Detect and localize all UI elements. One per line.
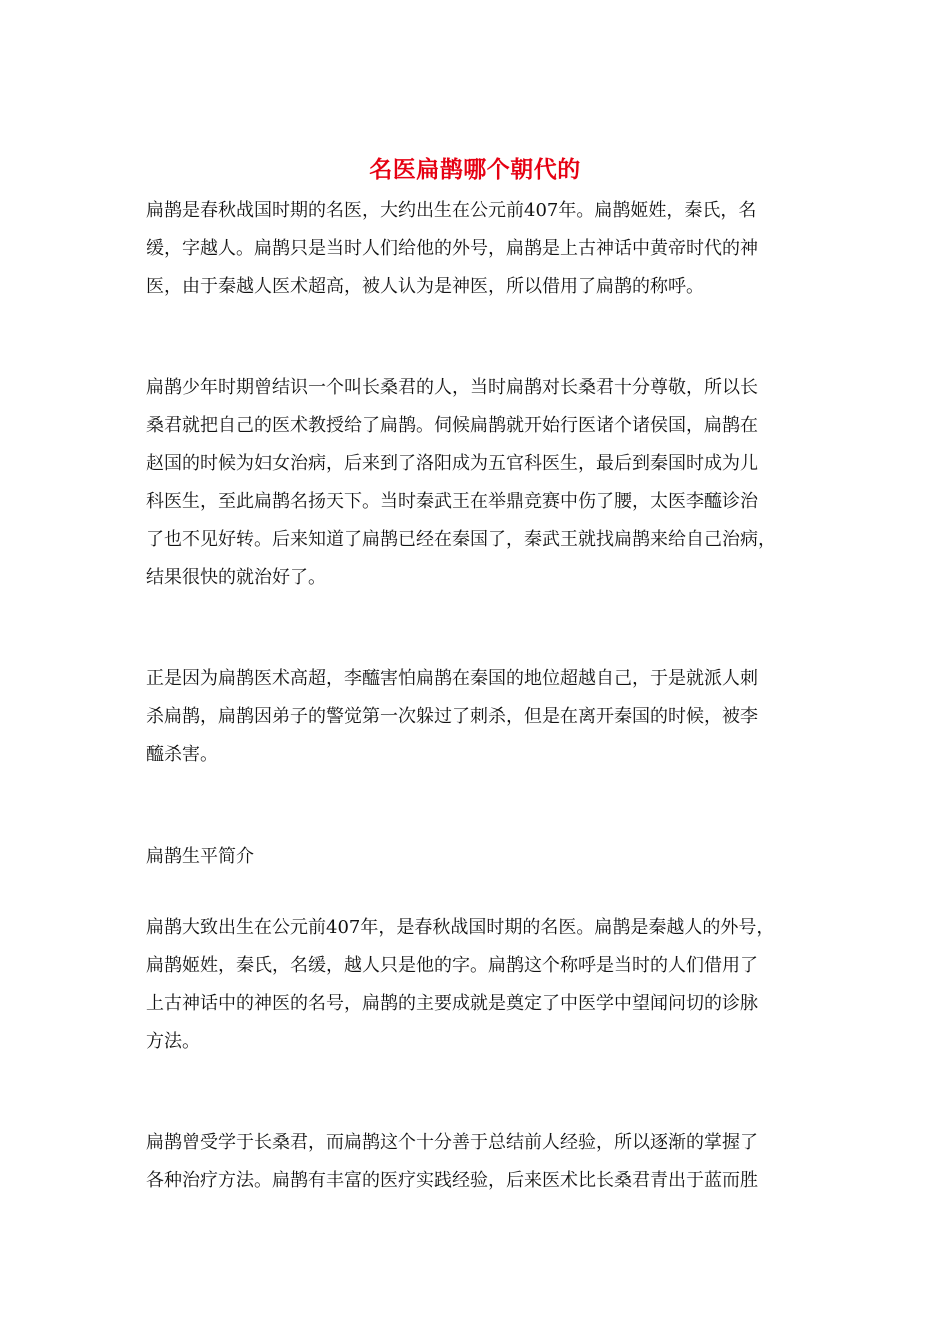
text-line: 杀扁鹊，扁鹊因弟子的警觉第一次躲过了刺杀，但是在离开秦国的时候，被李 — [146, 706, 758, 727]
paragraph-youth — [146, 369, 812, 597]
text-line: 赵国的时候为妇女治病，后来到了洛阳成为五官科医生，最后到秦国时成为儿 — [146, 453, 758, 474]
paragraph-intro — [146, 192, 812, 306]
text-line: 醯杀害。 — [146, 744, 218, 765]
paragraph-biography — [146, 909, 812, 1061]
page-title: 名医扁鹊哪个朝代的 — [369, 156, 581, 183]
paragraph-training — [146, 1124, 812, 1200]
text-line: 桑君就把自己的医术教授给了扁鹊。伺候扁鹊就开始行医诸个诸侯国，扁鹊在 — [146, 415, 758, 436]
text-line: 结果很快的就治好了。 — [146, 567, 326, 588]
text-line: 上古神话中的神医的名号，扁鹊的主要成就是奠定了中医学中望闻问切的诊脉 — [146, 993, 758, 1014]
text-line: 扁鹊大致出生在公元前407年，是春秋战国时期的名医。扁鹊是秦越人的外号， — [146, 917, 775, 938]
text-line: 扁鹊姬姓，秦氏，名缓，越人只是他的字。扁鹊这个称呼是当时的人们借用了 — [146, 955, 758, 976]
text-line: 扁鹊生平简介 — [146, 846, 254, 867]
text-line: 缓，字越人。扁鹊只是当时人们给他的外号，扁鹊是上古神话中黄帝时代的神 — [146, 238, 758, 259]
text-line: 扁鹊是春秋战国时期的名医，大约出生在公元前407年。扁鹊姬姓，秦氏，名 — [146, 200, 757, 221]
text-line: 科医生，至此扁鹊名扬天下。当时秦武王在举鼎竞赛中伤了腰，太医李醯诊治 — [146, 491, 758, 512]
text-line: 各种治疗方法。扁鹊有丰富的医疗实践经验，后来医术比长桑君青出于蓝而胜 — [146, 1170, 758, 1191]
text-line: 医，由于秦越人医术超高，被人认为是神医，所以借用了扁鹊的称呼。 — [146, 276, 704, 297]
text-line: 扁鹊少年时期曾结识一个叫长桑君的人，当时扁鹊对长桑君十分尊敬，所以长 — [146, 377, 758, 398]
section-heading-biography — [146, 838, 812, 876]
text-line: 扁鹊曾受学于长桑君，而扁鹊这个十分善于总结前人经验，所以逐渐的掌握了 — [146, 1132, 758, 1153]
text-line: 正是因为扁鹊医术高超，李醯害怕扁鹊在秦国的地位超越自己，于是就派人刺 — [146, 668, 758, 689]
text-line: 方法。 — [146, 1031, 200, 1052]
text-line: 了也不见好转。后来知道了扁鹊已经在秦国了，秦武王就找扁鹊来给自己治病， — [146, 529, 776, 550]
paragraph-assassination — [146, 660, 812, 774]
